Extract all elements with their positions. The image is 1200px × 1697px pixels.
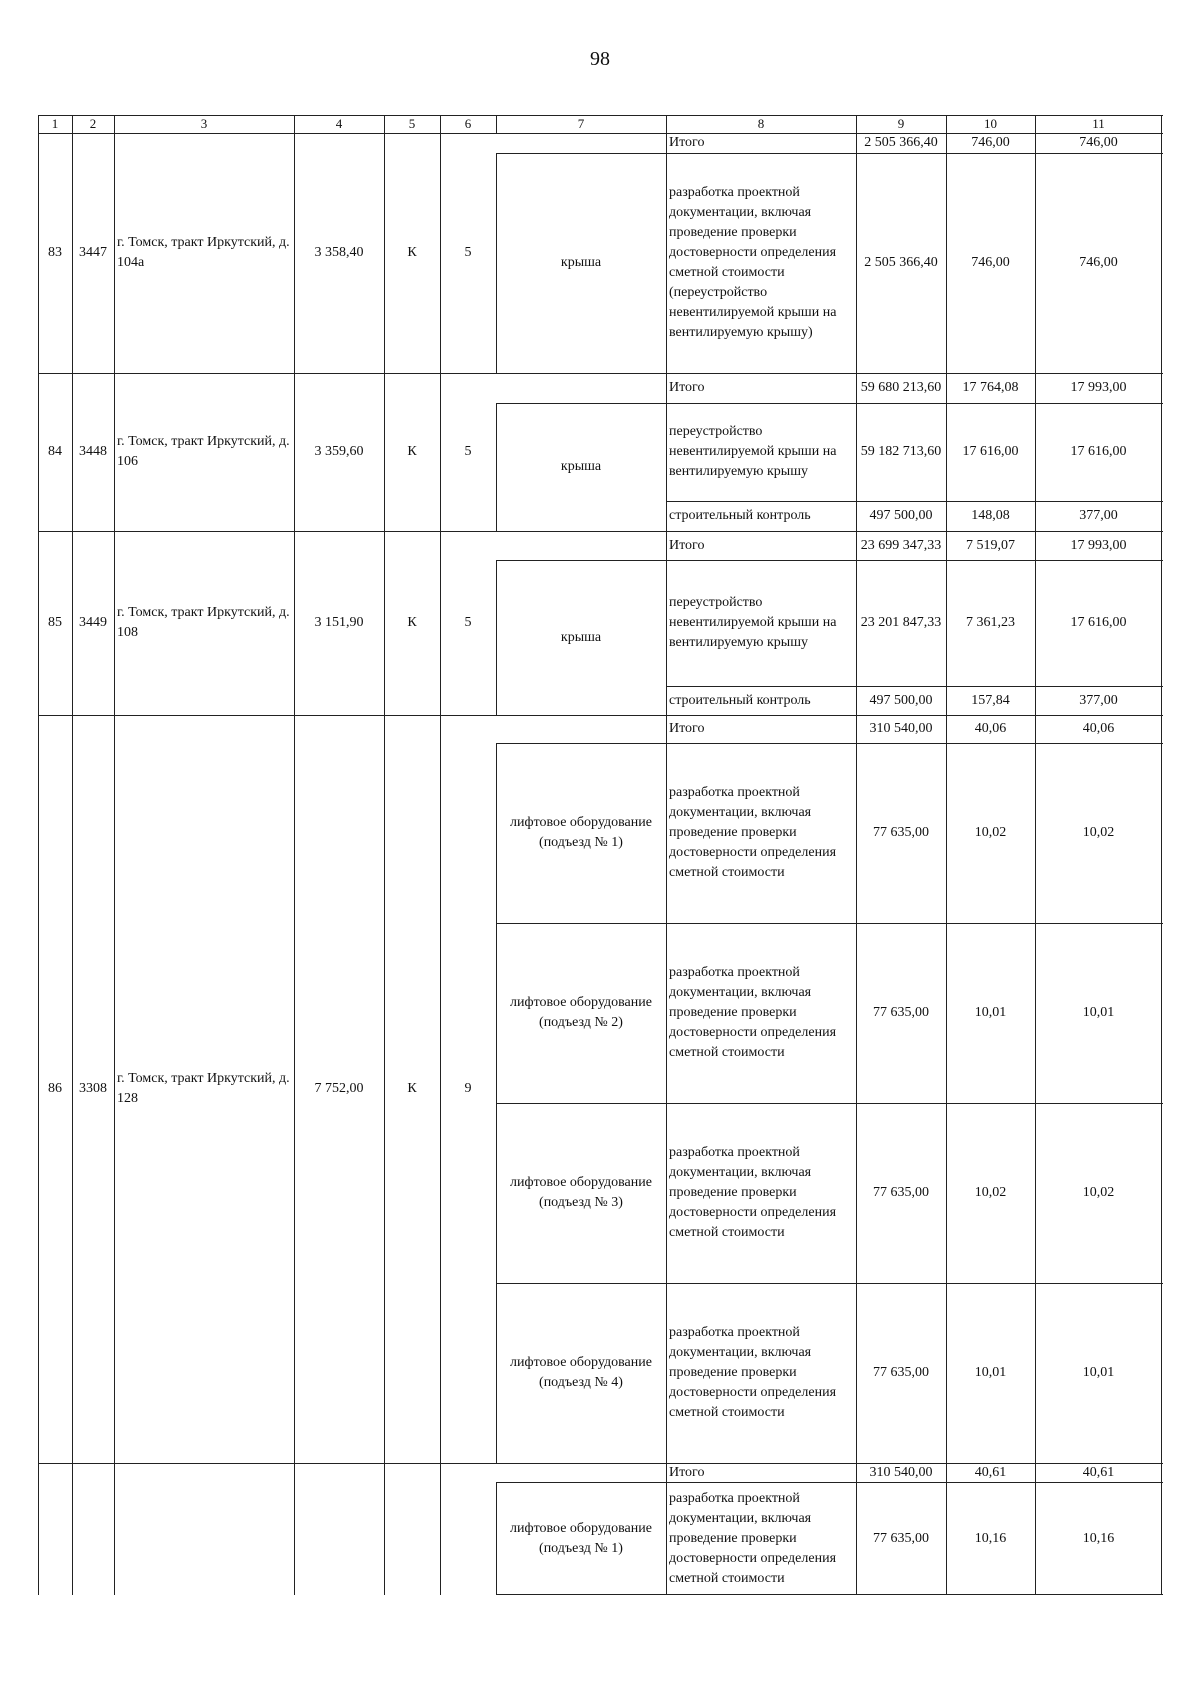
limit-cost: 377,00 — [1079, 692, 1118, 708]
row-number: 84 — [48, 444, 62, 459]
table-rule — [666, 115, 667, 1595]
total-label: Итого — [669, 721, 705, 736]
table-rule — [384, 115, 385, 1595]
unit-cost: 10,16 — [974, 1530, 1007, 1546]
address: г. Томск, тракт Иркутский, д. 128 — [117, 1071, 290, 1106]
floors: 5 — [464, 615, 472, 630]
header-cell: 2 — [89, 116, 97, 131]
limit-cost: 10,02 — [1082, 825, 1115, 840]
total-area: 3 151,90 — [314, 615, 364, 630]
wall-material: К — [407, 615, 417, 630]
total-cost: 2 505 366,40 — [864, 135, 938, 150]
header-cell: 9 — [897, 116, 905, 131]
element-name: лифтовое оборудование (подъезд № 1) — [510, 815, 652, 850]
house-code: 3447 — [79, 245, 107, 260]
total-unit-cost: 40,06 — [974, 721, 1007, 736]
work-type: строительный контроль — [669, 508, 811, 523]
house-code: 3308 — [79, 1081, 107, 1096]
header-cell: 5 — [408, 116, 416, 131]
total-area: 7 752,00 — [314, 1081, 364, 1096]
cost: 59 182 713,60 — [860, 444, 942, 459]
total-unit-cost: 7 519,07 — [966, 537, 1015, 553]
row-number: 86 — [48, 1081, 62, 1096]
table-rule — [114, 115, 115, 1595]
table-rule — [496, 115, 497, 133]
unit-cost: 10,02 — [974, 825, 1007, 840]
house-code: 3448 — [79, 444, 107, 459]
address: г. Томск, тракт Иркутский, д. 104а — [117, 235, 290, 270]
page-number: 98 — [590, 48, 610, 70]
total-limit-cost: 17 993,00 — [1070, 537, 1127, 553]
total-area: 3 359,60 — [314, 444, 364, 459]
table-rule — [440, 115, 441, 1595]
floors: 5 — [464, 444, 472, 459]
cost: 2 505 366,40 — [864, 255, 938, 270]
header-cell: 6 — [464, 116, 472, 131]
header-cell: 4 — [335, 116, 343, 131]
unit-cost: 17 616,00 — [962, 444, 1019, 459]
cost: 77 635,00 — [873, 1530, 929, 1546]
element-name: лифтовое оборудование (подъезд № 2) — [510, 995, 652, 1030]
work-type: разработка проектной документации, включая проведение проверки достоверности определения сметной стоимости — [669, 965, 837, 1060]
header-cell: 1 — [51, 116, 59, 131]
element-name: крыша — [560, 459, 602, 474]
total-unit-cost: 40,61 — [974, 1464, 1007, 1480]
limit-cost: 17 616,00 — [1070, 444, 1127, 459]
work-type: разработка проектной документации, включая проведение проверки достоверности определения сметной стоимости — [669, 1145, 837, 1240]
total-cost: 59 680 213,60 — [860, 380, 942, 395]
table-rule — [856, 115, 857, 1595]
element-name: крыша — [560, 255, 602, 270]
table-rule — [496, 560, 497, 715]
limit-cost: 10,02 — [1082, 1185, 1115, 1200]
work-type: разработка проектной документации, включая проведение проверки достоверности определения сметной стоимости — [669, 1325, 837, 1420]
cost: 77 635,00 — [873, 825, 929, 840]
table-rule — [38, 115, 39, 1595]
limit-cost: 10,01 — [1082, 1365, 1115, 1380]
total-label: Итого — [669, 537, 705, 553]
row-number: 83 — [48, 245, 62, 260]
house-code: 3449 — [79, 615, 107, 630]
limit-cost: 17 616,00 — [1070, 615, 1127, 630]
total-cost: 23 699 347,33 — [860, 537, 942, 553]
cost: 497 500,00 — [869, 508, 933, 523]
total-label: Итого — [669, 380, 705, 395]
table-rule — [496, 743, 497, 1463]
element-name: лифтовое оборудование (подъезд № 3) — [510, 1175, 652, 1210]
header-cell: 7 — [577, 116, 585, 131]
limit-cost: 377,00 — [1079, 508, 1118, 523]
cost: 77 635,00 — [873, 1005, 929, 1020]
address: г. Томск, тракт Иркутский, д. 108 — [117, 605, 290, 640]
capital-repair-table — [38, 115, 1162, 1595]
table-rule — [72, 115, 73, 1595]
table-rule — [294, 115, 295, 1595]
table-rule — [496, 403, 497, 531]
cost: 23 201 847,33 — [860, 615, 942, 630]
total-limit-cost: 40,61 — [1082, 1464, 1115, 1480]
limit-cost: 10,16 — [1082, 1530, 1115, 1546]
cost: 77 635,00 — [873, 1185, 929, 1200]
cost: 77 635,00 — [873, 1365, 929, 1380]
work-type: разработка проектной документации, включая проведение проверки достоверности определения сметной стоимости (переустройство невентилируемой крыши на вентилируемую крышу) — [669, 185, 837, 340]
table-rule — [496, 1482, 497, 1595]
unit-cost: 10,02 — [974, 1185, 1007, 1200]
total-limit-cost: 746,00 — [1079, 135, 1118, 150]
floors: 9 — [464, 1081, 472, 1096]
total-unit-cost: 17 764,08 — [962, 380, 1019, 395]
unit-cost: 746,00 — [971, 255, 1010, 270]
total-unit-cost: 746,00 — [971, 135, 1010, 150]
wall-material: К — [407, 245, 417, 260]
floors: 5 — [464, 245, 472, 260]
total-label: Итого — [669, 1464, 705, 1480]
limit-cost: 10,01 — [1082, 1005, 1115, 1020]
header-cell: 3 — [200, 116, 208, 131]
work-type: строительный контроль — [669, 692, 811, 708]
header-cell: 8 — [757, 116, 765, 131]
work-type: переустройство невентилируемой крыши на вентилируемую крышу — [669, 424, 837, 479]
table-rule — [946, 115, 947, 1595]
total-cost: 310 540,00 — [869, 721, 933, 736]
header-cell: 10 — [984, 116, 997, 131]
row-number: 85 — [48, 615, 62, 630]
unit-cost: 7 361,23 — [966, 615, 1015, 630]
table-rule — [496, 1594, 1163, 1595]
cost: 497 500,00 — [869, 692, 933, 708]
total-cost: 310 540,00 — [869, 1464, 933, 1480]
element-name: лифтовое оборудование (подъезд № 4) — [510, 1355, 652, 1390]
header-cell: 11 — [1092, 116, 1105, 131]
total-limit-cost: 40,06 — [1082, 721, 1115, 736]
table-rule — [496, 153, 497, 373]
unit-cost: 10,01 — [974, 1005, 1007, 1020]
unit-cost: 157,84 — [971, 692, 1010, 708]
limit-cost: 746,00 — [1079, 255, 1118, 270]
total-area: 3 358,40 — [314, 245, 364, 260]
element-name: крыша — [560, 629, 602, 645]
wall-material: К — [407, 444, 417, 459]
element-name: лифтовое оборудование (подъезд № 1) — [510, 1520, 652, 1556]
table-rule — [1035, 115, 1036, 1595]
unit-cost: 148,08 — [971, 508, 1010, 523]
work-type: переустройство невентилируемой крыши на вентилируемую крышу — [669, 595, 837, 650]
unit-cost: 10,01 — [974, 1365, 1007, 1380]
work-type: разработка проектной документации, включая проведение проверки достоверности определения сметной стоимости — [669, 1490, 837, 1586]
table-rule — [1161, 115, 1162, 1595]
work-type: разработка проектной документации, включая проведение проверки достоверности определения сметной стоимости — [669, 785, 837, 880]
total-label: Итого — [669, 135, 705, 150]
wall-material: К — [407, 1081, 417, 1096]
address: г. Томск, тракт Иркутский, д. 106 — [117, 434, 290, 469]
total-limit-cost: 17 993,00 — [1070, 380, 1127, 395]
